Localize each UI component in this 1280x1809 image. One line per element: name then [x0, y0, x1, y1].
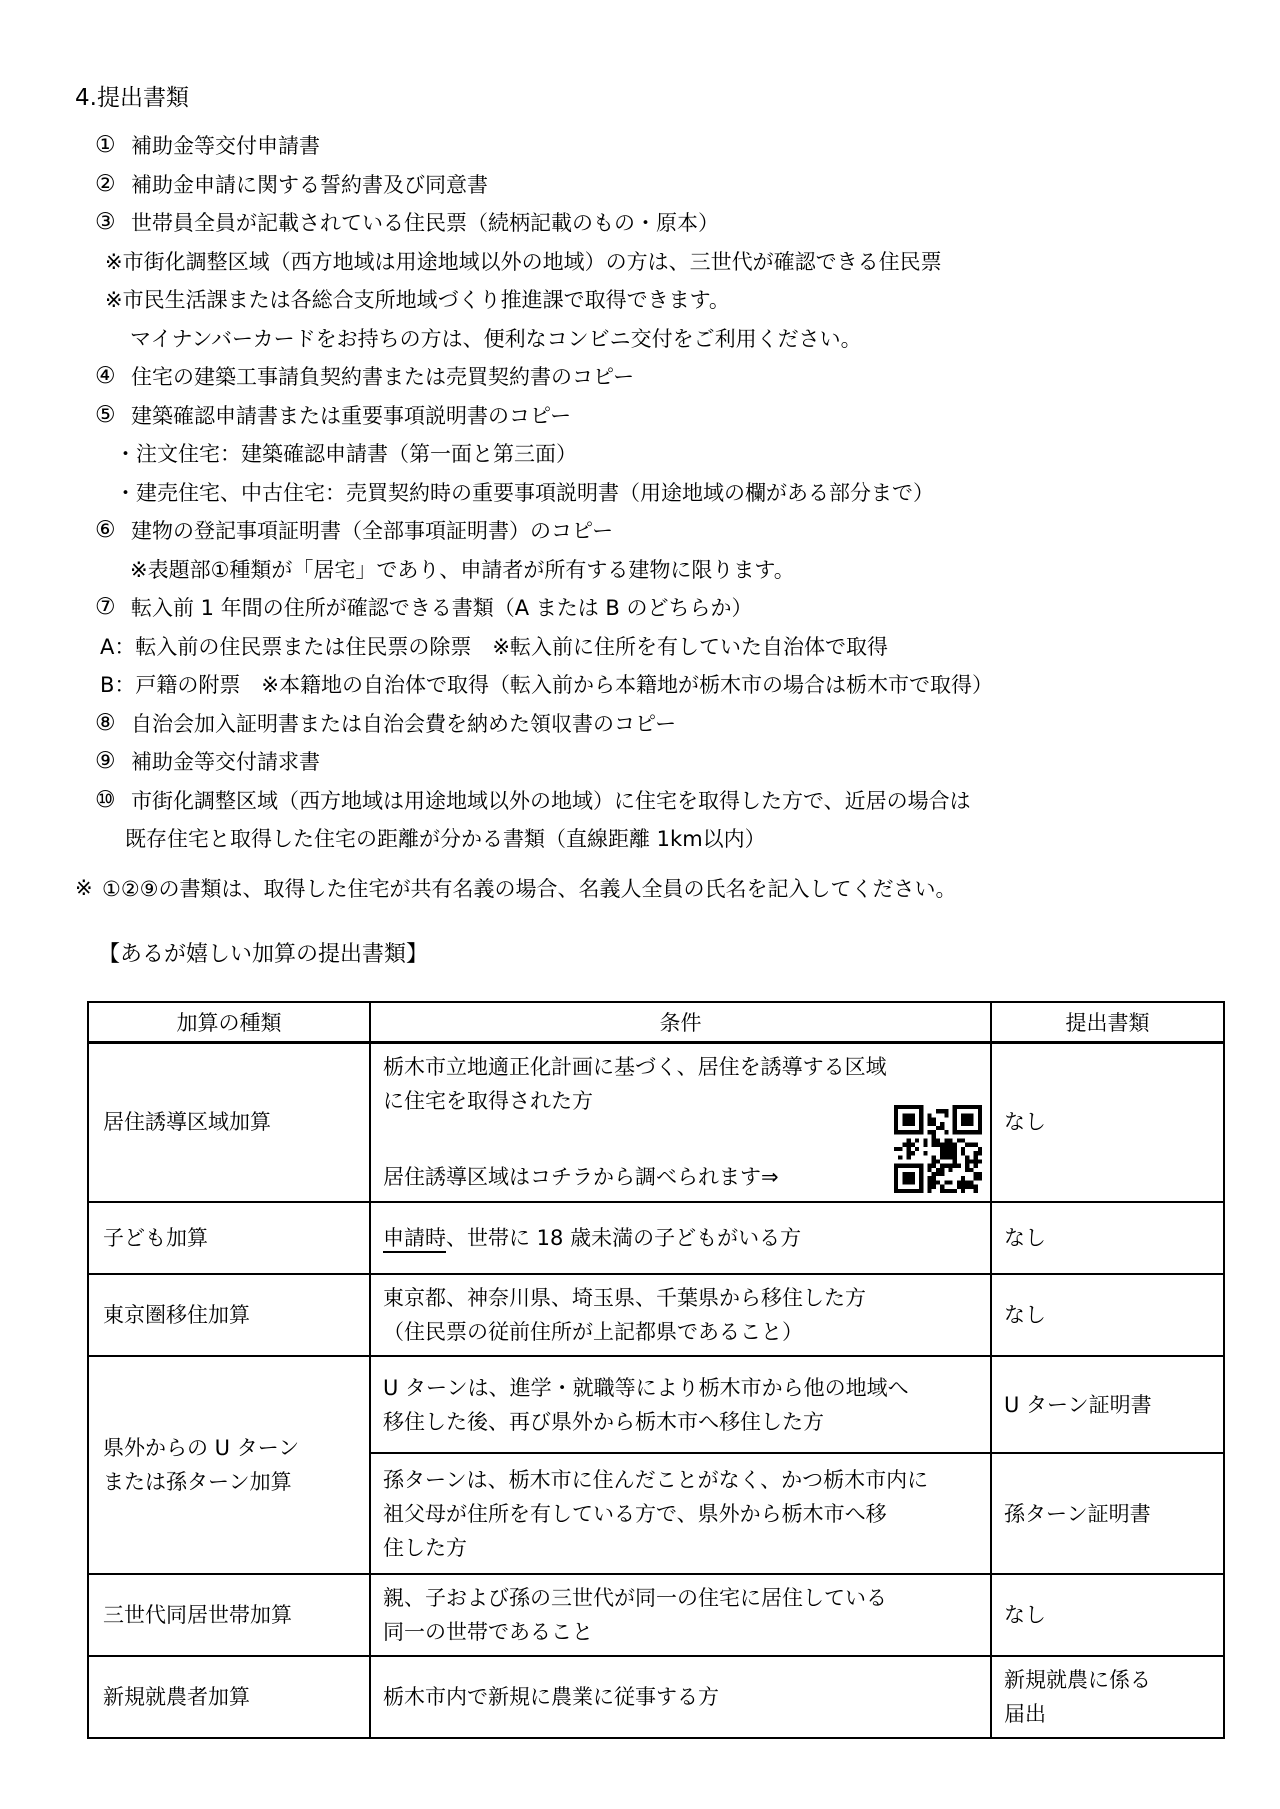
- list-item-text: 転入前 1 年間の住所が確認できる書類（A または B のどちらか）: [131, 596, 753, 621]
- bonus-type-cell: [88, 1202, 370, 1274]
- footnote-text: ①②⑨の書類は、取得した住宅が共有名義の場合、名義人全員の氏名を記入してください。: [102, 876, 957, 901]
- list-continuation-text: 既存住宅と取得した住宅の距離が分かる書類（直線距離 1km以内）: [125, 827, 766, 852]
- condition-text: 親、子および孫の三世代が同一の住宅に居住している: [383, 1586, 887, 1610]
- condition-text: 住した方: [383, 1535, 467, 1560]
- condition-text: 、世帯に 18 歳未満の子どもがいる方: [446, 1226, 802, 1250]
- section-title: 4.提出書類: [75, 85, 189, 111]
- circled-number-4: ④: [95, 363, 116, 390]
- condition-text: 栃木市内で新規に農業に従事する方: [383, 1685, 719, 1709]
- qr-code: [894, 1105, 982, 1193]
- bonus-type-label: 新規就農者加算: [103, 1685, 250, 1709]
- list-item: [75, 781, 1240, 820]
- list-item-text: 住宅の建築工事請負契約書または売買契約書のコピー: [131, 365, 635, 390]
- circled-number-1: ①: [95, 132, 116, 159]
- list-continuation: [75, 819, 1240, 858]
- list-note-text: ※表題部①種類が「居宅」であり、申請者が所有する建物に限ります。: [130, 557, 795, 582]
- header-bonus-type: 加算の種類: [88, 1002, 370, 1042]
- header-condition: 条件: [370, 1002, 991, 1042]
- list-item-text: 世帯員全員が記載されている住民票（続柄記載のもの・原本）: [131, 211, 719, 236]
- list-option-text: B：戸籍の附票 ※本籍地の自治体で取得（転入前から本籍地が栃木市の場合は栃木市で取得）: [100, 673, 993, 698]
- bonus-type-label: または孫ターン加算: [103, 1470, 292, 1494]
- condition-text: 居住誘導区域はコチラから調べられます⇒: [383, 1165, 779, 1190]
- list-item-text: 自治会加入証明書または自治会費を納めた領収書のコピー: [131, 711, 677, 736]
- condition-text: 栃木市立地適正化計画に基づく、居住を誘導する区域: [383, 1055, 887, 1080]
- documents-text: 届出: [1004, 1702, 1046, 1726]
- condition-text: に住宅を取得された方: [383, 1089, 593, 1114]
- list-item-text: 市街化調整区域（西方地域は用途地域以外の地域）に住宅を取得した方で、近居の場合は: [131, 788, 971, 813]
- list-item: [75, 704, 1240, 743]
- documents-text: なし: [1004, 1226, 1046, 1250]
- list-item-text: 補助金等交付請求書: [131, 750, 320, 775]
- bonus-type-cell: [88, 1274, 370, 1356]
- documents-text: 孫ターン証明書: [1004, 1501, 1151, 1526]
- condition-text: 孫ターンは、栃木市に住んだことがなく、かつ栃木市内に: [383, 1467, 929, 1492]
- circled-number-8: ⑧: [95, 709, 116, 736]
- documents-cell: [991, 1356, 1224, 1453]
- documents-cell: [991, 1656, 1224, 1738]
- header-documents: 提出書類: [991, 1002, 1224, 1042]
- list-subitem-text: ・注文住宅：建築確認申請書（第一面と第三面）: [115, 442, 577, 467]
- list-item: [75, 511, 1240, 550]
- table-row-tokyo-area: [88, 1274, 1224, 1356]
- circled-number-10: ⑩: [95, 786, 116, 813]
- documents-cell: [991, 1574, 1224, 1656]
- submission-documents-list: [75, 126, 1240, 858]
- kome-mark: ※: [75, 875, 93, 900]
- table-row-residence-guidance: [88, 1042, 1224, 1202]
- list-item: [75, 588, 1240, 627]
- table-row-u-turn: [88, 1356, 1224, 1453]
- condition-text: 同一の世帯であること: [383, 1620, 593, 1644]
- bonus-type-cell: [88, 1656, 370, 1738]
- condition-text: 東京都、神奈川県、埼玉県、千葉県から移住した方: [383, 1286, 866, 1310]
- condition-cell: [370, 1356, 991, 1453]
- documents-text: U ターン証明書: [1004, 1392, 1152, 1417]
- list-note: [75, 550, 1240, 589]
- table-row-three-generation: [88, 1574, 1224, 1656]
- bonus-type-label: 居住誘導区域加算: [103, 1110, 271, 1135]
- condition-cell: [370, 1274, 991, 1356]
- condition-text: 移住した後、再び県外から栃木市へ移住した方: [383, 1409, 824, 1434]
- list-subitem-text: ・建売住宅、中古住宅：売買契約時の重要事項説明書（用途地域の欄がある部分まで）: [115, 480, 934, 505]
- bonus-type-cell: [88, 1574, 370, 1656]
- bonus-type-label: 三世代同居世帯加算: [103, 1603, 292, 1627]
- condition-cell: [370, 1042, 991, 1202]
- documents-cell: [991, 1202, 1224, 1274]
- condition-text: 祖父母が住所を有している方で、県外から栃木市へ移: [383, 1501, 887, 1526]
- circled-number-2: ②: [95, 170, 116, 197]
- condition-text: U ターンは、進学・就職等により栃木市から他の地域へ: [383, 1375, 909, 1400]
- bonus-documents-table: [87, 1001, 1225, 1739]
- bonus-type-cell: [88, 1042, 370, 1202]
- bonus-type-cell: [88, 1356, 370, 1574]
- circled-number-5: ⑤: [95, 401, 116, 428]
- list-item: [75, 357, 1240, 396]
- list-note-text: マイナンバーカードをお持ちの方は、便利なコンビニ交付をご利用ください。: [130, 326, 862, 351]
- list-item: [75, 742, 1240, 781]
- condition-cell: [370, 1574, 991, 1656]
- circled-number-6: ⑥: [95, 517, 116, 544]
- list-item-text: 補助金申請に関する誓約書及び同意書: [131, 172, 488, 197]
- list-item: [75, 396, 1240, 435]
- list-item: [75, 165, 1240, 204]
- table-row-new-farmer: [88, 1656, 1224, 1738]
- circled-number-7: ⑦: [95, 594, 116, 621]
- condition-cell: [370, 1453, 991, 1574]
- list-note: [75, 319, 1240, 358]
- documents-cell: [991, 1453, 1224, 1574]
- documents-text: 新規就農に係る: [1004, 1668, 1151, 1692]
- table-row-child: [88, 1202, 1224, 1274]
- list-subitem: [75, 434, 1240, 473]
- list-item-text: 建物の登記事項証明書（全部事項証明書）のコピー: [131, 519, 614, 544]
- list-option-a: [75, 627, 1240, 666]
- documents-text: なし: [1004, 1110, 1046, 1135]
- list-note: [75, 280, 1240, 319]
- list-option-b: [75, 665, 1240, 704]
- list-note-text: ※市民生活課または各総合支所地域づくり推進課で取得できます。: [105, 288, 730, 313]
- condition-cell: [370, 1656, 991, 1738]
- documents-text: なし: [1004, 1303, 1046, 1327]
- list-item-text: 建築確認申請書または重要事項説明書のコピー: [131, 403, 572, 428]
- circled-number-3: ③: [95, 209, 116, 236]
- condition-text: （住民票の従前住所が上記都県であること）: [383, 1320, 803, 1344]
- list-item-text: 補助金等交付申請書: [131, 134, 320, 159]
- list-subitem: [75, 473, 1240, 512]
- documents-text: なし: [1004, 1603, 1046, 1627]
- circled-number-9: ⑨: [95, 748, 116, 775]
- condition-underlined-text: 申請時: [383, 1226, 446, 1253]
- bonus-type-label: 東京圏移住加算: [103, 1303, 250, 1327]
- list-item: [75, 126, 1240, 165]
- list-note-text: ※市街化調整区域（西方地域は用途地域以外の地域）の方は、三世代が確認できる住民票: [105, 249, 942, 274]
- table-header-row: [88, 1002, 1224, 1042]
- list-item: [75, 203, 1240, 242]
- bonus-type-label: 県外からの U ターン: [103, 1436, 300, 1460]
- documents-cell: [991, 1274, 1224, 1356]
- list-note: [75, 242, 1240, 281]
- condition-cell: [370, 1202, 991, 1274]
- bonus-type-label: 子ども加算: [103, 1226, 208, 1250]
- footnote: [75, 869, 1240, 908]
- documents-cell: [991, 1042, 1224, 1202]
- list-option-text: A：転入前の住民票または住民票の除票 ※転入前に住所を有していた自治体で取得: [100, 634, 888, 659]
- bonus-table-title: 【あるが嬉しい加算の提出書類】: [98, 942, 429, 967]
